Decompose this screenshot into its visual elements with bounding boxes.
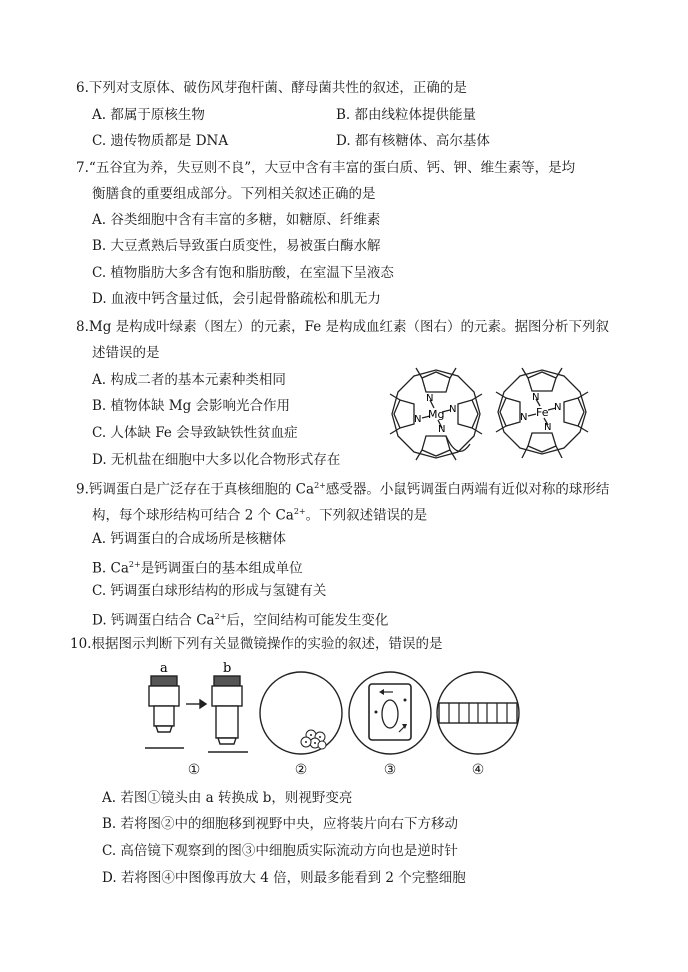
q9-line2-superscript: 2+: [293, 507, 306, 516]
n-atom-top: N: [426, 393, 434, 404]
q10-option-b: B. 若将图②中的细胞移到视野中央，应将装片向右下方移动: [102, 816, 459, 832]
n-atom-right: N: [554, 402, 562, 413]
q10-option-d: D. 若将图④中图像再放大 4 倍，则最多能看到 2 个完整细胞: [102, 870, 466, 886]
q7-option-b: B. 大豆煮熟后导致蛋白质变性，易被蛋白酶水解: [92, 238, 381, 254]
q9-option-d-part-a: D. 钙调蛋白结合 Ca: [92, 612, 215, 629]
q8-stem-line2: 述错误的是: [92, 345, 160, 361]
q9-option-b: [92, 555, 303, 579]
q8-stem-line1: 8.Mg 是构成叶绿素（图左）的元素，Fe 是构成血红素（图右）的元素。据图分析下列叙: [76, 319, 610, 335]
figure-label-4: ④: [471, 762, 485, 778]
q8-option-b: B. 植物体缺 Mg 会影响光合作用: [92, 398, 291, 414]
q9-option-d: [92, 607, 388, 631]
n-atom-left: N: [520, 412, 528, 423]
fe-center-label: Fe: [536, 406, 549, 419]
n-atom-bottom: N: [544, 422, 552, 433]
figure-label-1: ①: [187, 762, 201, 778]
n-atom-left: N: [414, 414, 422, 425]
lens-figure: [140, 660, 250, 760]
q8-option-c: C. 人体缺 Fe 会导致缺铁性贫血症: [92, 425, 298, 441]
lens-b-label: b: [223, 661, 232, 676]
q10-option-a: A. 若图①镜头由 a 转换成 b，则视野变亮: [102, 790, 353, 806]
q7-stem-line1: 7.“五谷宜为养，失豆则不良”，大豆中含有丰富的蛋白质、钙、钾、维生素等，是均: [76, 160, 576, 176]
n-atom-top: N: [532, 392, 540, 403]
n-atom-bottom: N: [438, 424, 446, 435]
field-of-view-2: [258, 670, 344, 756]
q9-option-b-superscript: 2+: [128, 560, 141, 569]
q9-option-a: A. 钙调蛋白的合成场所是核糖体: [92, 531, 286, 547]
mg-center-label: Mg: [428, 408, 445, 421]
chlorophyll-structure-figure: [386, 364, 486, 464]
q9-line1-part-b: 感受器。小鼠钙调蛋白两端有近似对称的球形结: [325, 481, 610, 498]
heme-structure-figure: [494, 364, 590, 460]
q6-option-a: A. 都属于原核生物: [92, 107, 205, 123]
q6-option-d: D. 都有核糖体、高尔基体: [336, 133, 490, 149]
figure-label-3: ③: [383, 762, 397, 778]
q9-option-d-part-b: 后，空间结构可能发生变化: [226, 612, 389, 629]
q9-line2-part-a: 构，每个球形结构可结合 2 个 Ca: [92, 507, 294, 524]
q8-option-d: D. 无机盐在细胞中大多以化合物形式存在: [92, 452, 341, 468]
q9-option-b-part-a: B. Ca: [92, 560, 129, 577]
q7-option-d: D. 血液中钙含量过低，会引起骨骼疏松和肌无力: [92, 291, 381, 307]
q7-option-a: A. 谷类细胞中含有丰富的多糖，如糖原、纤维素: [92, 212, 381, 228]
q7-option-c: C. 植物脂肪大多含有饱和脂肪酸，在室温下呈液态: [92, 265, 394, 281]
field-of-view-3: [347, 670, 433, 756]
q8-option-a: A. 构成二者的基本元素种类相同: [92, 372, 286, 388]
q9-line2-part-b: 。下列叙述错误的是: [305, 507, 428, 524]
q9-option-b-part-b: 是钙调蛋白的基本组成单位: [140, 560, 303, 577]
q9-stem-line2: [92, 502, 427, 526]
q6-stem: 6.下列对支原体、破伤风芽孢杆菌、酵母菌共性的叙述，正确的是: [76, 80, 467, 96]
q6-option-b: B. 都由线粒体提供能量: [336, 107, 477, 123]
q10-stem: 10.根据图示判断下列有关显微镜操作的实验的叙述，错误的是: [70, 636, 443, 652]
q9-option-d-superscript: 2+: [214, 612, 227, 621]
q9-line1-part-a: 9.钙调蛋白是广泛存在于真核细胞的 Ca: [76, 481, 315, 498]
n-atom-right: N: [449, 404, 457, 415]
q9-line1-superscript: 2+: [314, 481, 326, 490]
q6-option-c: C. 遗传物质都是 DNA: [92, 133, 229, 149]
q10-option-c: C. 高倍镜下观察到的图③中细胞质实际流动方向也是逆时针: [102, 843, 458, 859]
q7-stem-line2: 衡膳食的重要组成部分。下列相关叙述正确的是: [92, 186, 376, 202]
q9-option-c: C. 钙调蛋白球形结构的形成与氢键有关: [92, 583, 327, 599]
field-of-view-4: [435, 670, 521, 756]
lens-a-label: a: [160, 661, 168, 676]
figure-label-2: ②: [294, 762, 308, 778]
q9-stem-line1: [76, 476, 609, 500]
